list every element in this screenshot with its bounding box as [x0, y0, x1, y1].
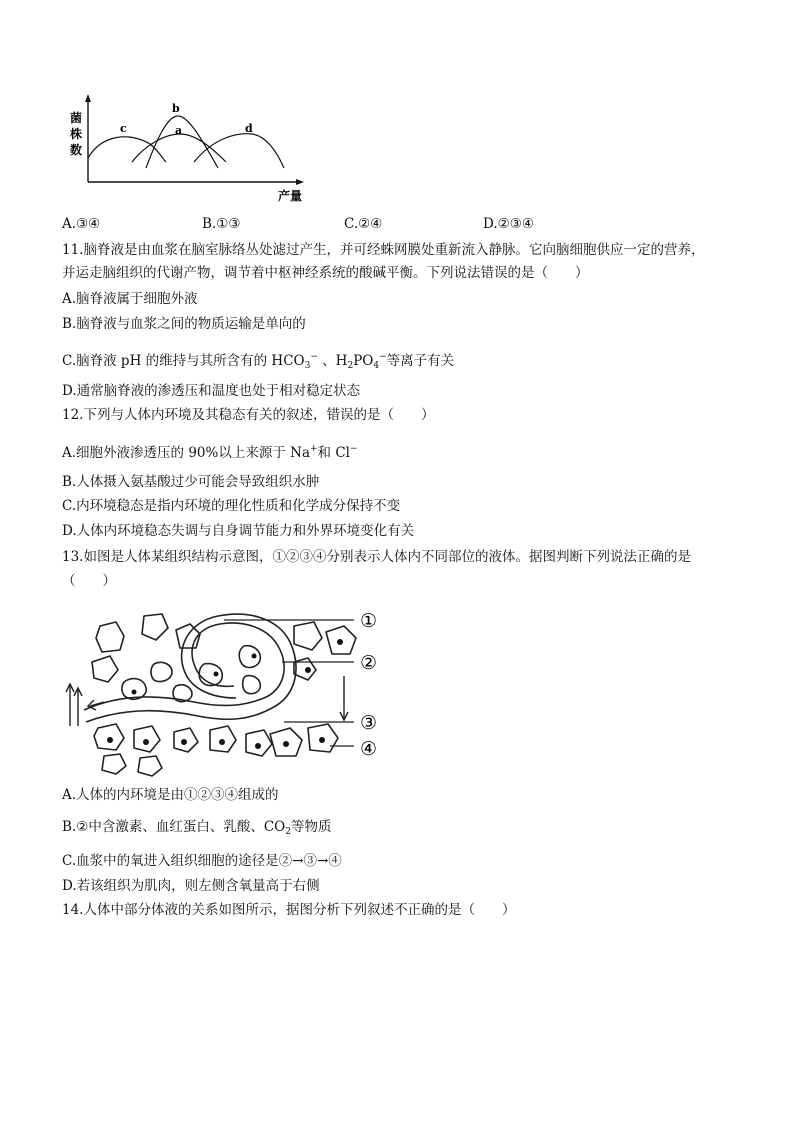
q14-stem: 14.人体中部分体液的关系如图所示，据图分析下列叙述不正确的是（ ） [62, 902, 516, 918]
q13-b-text-2: 等物质 [290, 819, 332, 835]
q12-a-text-2: 和 Cl [317, 445, 350, 461]
tissue-label-2: ② [360, 652, 378, 674]
q11-option-a[interactable]: A.脑脊液属于细胞外液 [62, 291, 198, 307]
q12-option-a[interactable] [62, 439, 358, 463]
y-label-1: 菌 [70, 111, 83, 125]
yield-curve-figure [62, 92, 312, 208]
tissue-label-3: ③ [360, 712, 378, 734]
q11-option-b[interactable]: B.脑脊液与血浆之间的物质运输是单向的 [62, 316, 306, 332]
q12-stem: 12.下列与人体内环境及其稳态有关的叙述，错误的是（ ） [62, 407, 435, 423]
q13-b-text-1: B.②中含激素、血红蛋白、乳酸、CO [62, 819, 286, 835]
q13-option-d[interactable]: D.若该组织为肌肉，则左侧含氧量高于右侧 [62, 878, 320, 894]
q13-option-a[interactable]: A.人体的内环境是由①②③④组成的 [62, 787, 279, 803]
q11-stem-line2: 并运走脑组织的代谢产物，调节着中枢神经系统的酸碱平衡。下列说法错误的是（ ） [62, 265, 589, 281]
q12-option-c[interactable]: C.内环境稳态是指内环境的理化性质和化学成分保持不变 [62, 498, 401, 514]
q12-option-d[interactable]: D.人体内环境稳态失调与自身调节能力和外界环境变化有关 [62, 523, 415, 539]
y-axis-arrow [85, 94, 91, 102]
q11-c-sup-minus1: − [310, 352, 318, 362]
q12-option-b[interactable]: B.人体摄入氨基酸过少可能会导致组织水肿 [62, 474, 320, 490]
q12-a-sup-plus: + [310, 444, 318, 454]
q13-stem-line2: （ ） [62, 573, 116, 589]
q10-option-b[interactable]: B.①③ [202, 216, 241, 232]
q11-c-sup-minus2: − [379, 352, 387, 362]
q11-c-text-4: 等离子有关 [386, 353, 455, 369]
q10-options [62, 216, 622, 236]
q11-option-d[interactable]: D.通常脑脊液的渗透压和温度也处于相对稳定状态 [62, 383, 361, 399]
q12-a-sup-minus: − [350, 444, 358, 454]
curve-c [88, 137, 166, 162]
tissue-label-4: ④ [360, 738, 378, 760]
q11-stem-line1: 11.脑脊液是由血浆在脑室脉络丛处滤过产生，并可经蛛网膜处重新流入静脉。它向脑细胞供应一定的营养， [62, 242, 705, 258]
tissue-structure-figure [64, 606, 394, 778]
q11-option-c[interactable] [62, 347, 454, 376]
q13-option-c[interactable]: C.血浆中的氧进入组织细胞的途径是②→③→④ [62, 853, 342, 869]
q12-a-text-1: A.细胞外液渗透压的 90%以上来源于 Na [62, 445, 310, 461]
curve-label-a: a [175, 124, 183, 137]
x-label: 产量 [278, 189, 303, 203]
q11-c-sub-2: 2 [347, 361, 354, 371]
q10-option-d[interactable]: D.②③④ [483, 216, 534, 232]
q11-c-text-2: 、H [317, 353, 348, 369]
curve-label-b: b [172, 102, 180, 115]
y-label-2: 株 [70, 127, 83, 141]
curve-label-c: c [120, 122, 127, 135]
q10-option-a[interactable]: A.③④ [62, 216, 101, 232]
q11-c-text-1: C.脑脊液 pH 的维持与其所含有的 HCO [62, 353, 305, 369]
q11-c-sub-3: 3 [304, 361, 311, 371]
curve-label-d: d [245, 122, 253, 135]
q11-c-text-3: PO [353, 353, 374, 369]
q10-option-c[interactable]: C.②④ [344, 216, 383, 232]
q13-b-sub-2: 2 [285, 827, 291, 837]
x-axis-arrow [296, 179, 304, 185]
y-label-3: 数 [70, 143, 83, 157]
q13-stem-line1: 13.如图是人体某组织结构示意图，①②③④分别表示人体内不同部位的液体。据图判断下列说法正确的是 [62, 549, 691, 565]
q11-c-sub-4: 4 [373, 361, 380, 371]
q13-option-b[interactable] [62, 817, 331, 842]
tissue-label-1: ① [360, 610, 378, 632]
